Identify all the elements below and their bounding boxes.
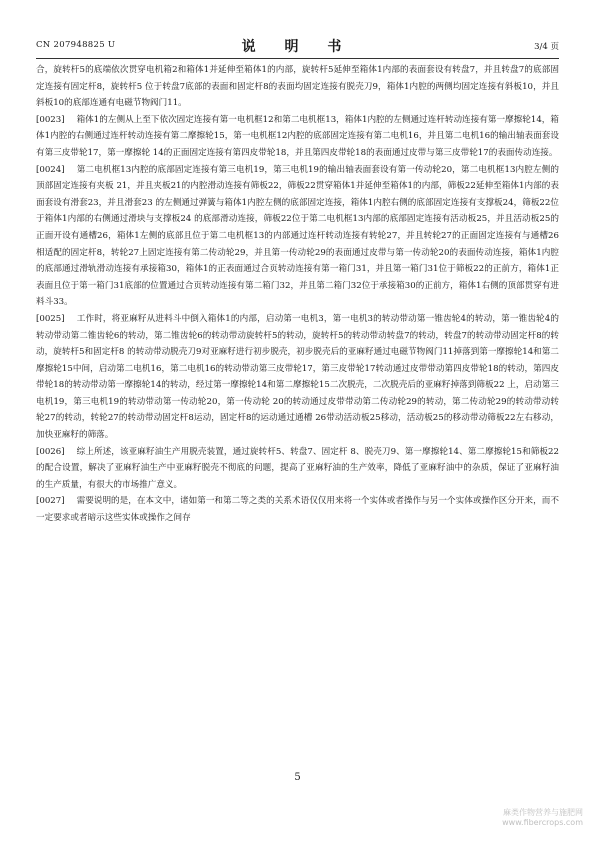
paragraph-0026 [36, 444, 559, 494]
document-title: 说 明 书 [241, 39, 354, 55]
paragraph-number: [0026] [36, 446, 65, 457]
page-indicator: 3/4 页 [534, 42, 559, 52]
paragraph-0025 [36, 311, 559, 444]
paragraph-number: [0024] [36, 164, 65, 175]
site-watermark [502, 808, 583, 828]
header-divider [36, 58, 559, 59]
page-number: 5 [294, 772, 301, 783]
watermark-url: www.fibercrops.com [502, 818, 583, 827]
paragraph-number: [0027] [36, 496, 65, 507]
patent-number: CN 207948825 U [36, 40, 116, 50]
paragraph-0023 [36, 112, 559, 162]
paragraph-text: 合，旋转杆5的底端依次贯穿电机箱2和箱体1并延伸至箱体1的内部，旋转杆5延伸至箱体1内部的表面套设有转盘7，并且转盘7的底部固定连接有固定杆8，旋转杆5 位于转盘7底部的表面和固定杆8的表面均固定连接有脱壳刀9，箱体1内腔的两侧均固定连接有斜板10，并且斜板10的底部连通有电磁节物阀门11。 [36, 65, 559, 109]
page-header [36, 36, 559, 56]
paragraph-text: 第二电机框13内腔的底部固定连接有第三电机19，第三电机19的输出轴表面套设有第一传动轮20，第二电机框13内腔左侧的顶部固定连接有夹板 21，并且夹板21的内腔滑动连接有筛板22，筛板22贯穿箱体1并延伸至箱体1的内部，筛板22延伸至箱体1内部的表面套设有滑套23，并且滑套23 的左侧通过弹簧与箱体1内腔左侧的底部固定连接，箱体1内腔右侧的底部固定连接有支撑板24，筛板22位于箱体1内部的右侧通过滑块与支撑板24 的底部滑动连接，筛板22位于第二电机框13内部的底部固定连接有活动板25，并且活动板25的正面开设有通槽26，箱体1左侧的底部且位于第二电机框13的内部通过连杆转动连接有转轮27，并且转轮27的正面固定连接有与通槽26相适配的固定杆8，转轮27上固定连接有第二传动轮29，并且第一传动轮29的表面通过皮带与第一传动轮20的表面传动连接，箱体1内腔的底部通过滑轨滑动连接有承接箱30，箱体1的正表面通过合页转动连接有第一箱门31，并且第一箱门31位于筛板22的正前方，箱体1正表面且位于第一箱门31底部的位置通过合页转动连接有第二箱门32，并且第二箱门32位于承接箱30的正前方，箱体1右侧的顶部贯穿有进料斗33。 [36, 164, 559, 308]
paragraph-number: [0023] [36, 114, 65, 125]
paragraph-text: 工作时，将亚麻籽从进料斗中倒入箱体1的内部，启动第一电机3，第一电机3的转动带动第一锥齿轮4的转动，第一锥齿轮4的转动带动第二锥齿轮6的转动，第二锥齿轮6的转动带动旋转杆5的转动，旋转杆5的转动带动转盘7的转动，转盘7的转动带动固定杆8的转动，旋转杆5和固定杆8 的转动带动脱壳刀9对亚麻籽进行初步脱壳，初步脱壳后的亚麻籽通过电磁节物阀门11掉落到第一摩擦轮14和第二摩擦轮15中间，启动第二电机16，第二电机16的转动带动第三皮带轮17，第三皮带轮17转动通过皮带带动第四皮带轮18的转动，第四皮带轮18的转动带动第一摩擦轮14的转动，经过第一摩擦轮14和第二摩擦轮15二次脱壳，二次脱壳后的亚麻籽掉落到筛板22 上，启动第三电机19，第三电机19的转动带动第一传动轮20，第一传动轮 20的转动通过皮带带动第二传动轮29的转动，第二传动轮29的转动带动转轮27的转动，转轮27的转动带动固定杆8运动，固定杆8的运动通过通槽 26带动活动板25移动，活动板25的移动带动筛板22左右移动，加快亚麻籽的筛落。 [36, 313, 559, 441]
paragraph-0024 [36, 162, 559, 311]
paragraph-continuation [36, 62, 559, 112]
paragraph-text: 箱体1的左侧从上至下依次固定连接有第一电机框12和第二电机框13，箱体1内腔的左侧通过连杆转动连接有第一摩擦轮14，箱体1内腔的右侧通过连杆转动连接有第二摩擦轮15，第一电机框12内腔的底部固定连接有第二电机16，并且第二电机16的输出轴表面套设有第三皮带轮17，第一摩擦轮 14的正面固定连接有第四皮带轮18，并且第四皮带轮18的表面通过皮带与第三皮带轮17的表面传动连接。 [36, 114, 559, 158]
document-body [36, 62, 559, 527]
paragraph-text: 综上所述，该亚麻籽油生产用脱壳装置，通过旋转杆5、转盘7、固定杆 8、脱壳刀9、第一摩擦轮14、第二摩擦轮15和筛板22的配合设置，解决了亚麻籽油生产中亚麻籽脱壳不彻底的问题，提高了亚麻籽油的生产效率，降低了亚麻籽油中的杂质，保证了亚麻籽油的生产质量，有很大的市场推广意义。 [36, 446, 559, 490]
paragraph-number: [0025] [36, 313, 65, 324]
watermark-title: 麻类作物营养与施肥网 [503, 808, 583, 817]
paragraph-0027 [36, 493, 559, 526]
paragraph-text: 需要说明的是，在本文中，诸如第一和第二等之类的关系术语仅仅用来将一个实体或者操作与另一个实体或操作区分开来，而不一定要求或者暗示这些实体或操作之间存 [36, 496, 559, 524]
